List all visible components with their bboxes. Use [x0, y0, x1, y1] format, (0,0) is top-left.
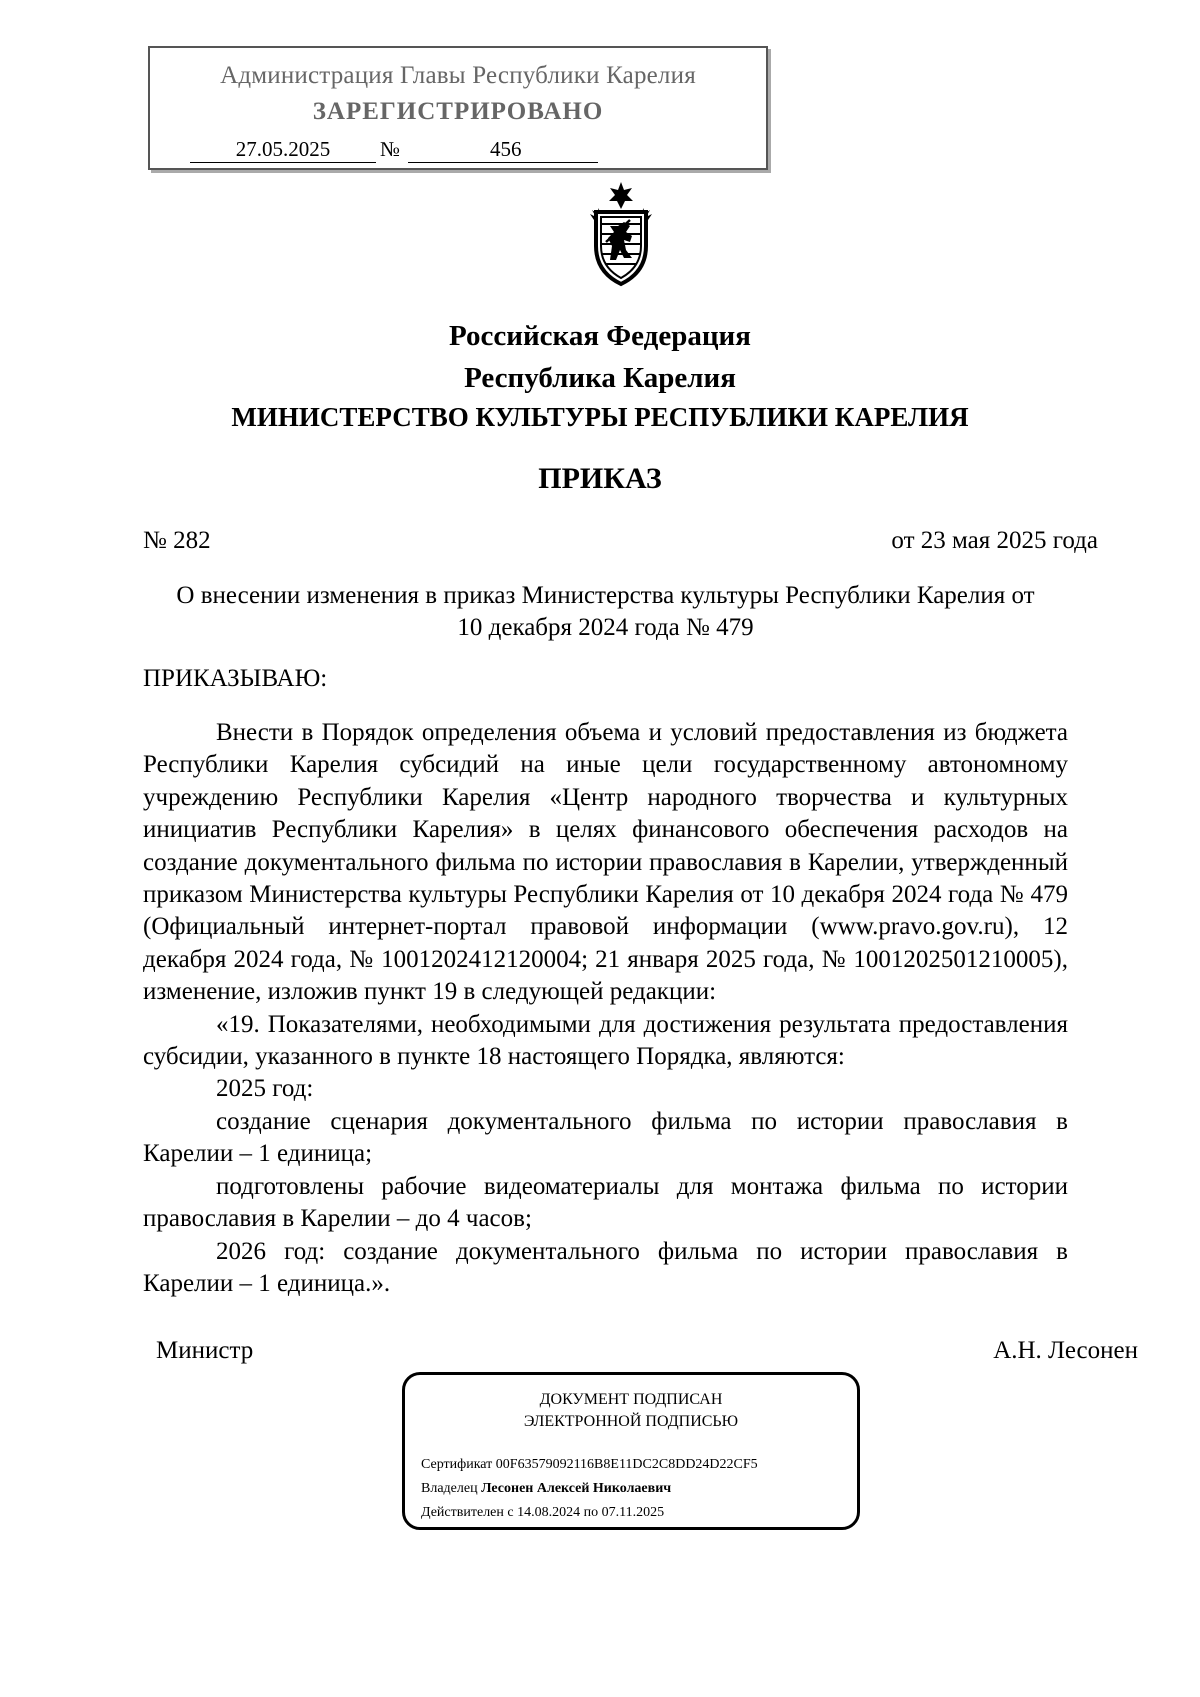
stamp-number: 456: [408, 136, 598, 163]
order-body: [143, 717, 1068, 1300]
esig-certificate-label: Сертификат: [421, 1457, 493, 1472]
body-paragraph: подготовлены рабочие видеоматериалы для монтажа фильма по истории православия в Карелии – до 4 часов;: [143, 1172, 1068, 1233]
esig-owner-row: [421, 1481, 671, 1497]
stamp-authority: Администрация Главы Республики Карелия: [220, 62, 696, 89]
esig-owner: Лесонен Алексей Николаевич: [481, 1481, 672, 1496]
esig-valid-to-label: по: [583, 1505, 599, 1520]
stamp-number-label: №: [380, 137, 401, 161]
esig-valid-label: Действителен с: [421, 1505, 514, 1520]
esig-valid-from: 14.08.2024: [517, 1505, 581, 1520]
body-paragraph: Внести в Порядок определения объема и условий предоставления из бюджета Республики Карелия субсидий на иные цели государственному автономному учреждению Республики Карелия «Центр народного творчества и культурных инициатив Республики Карелия» в целях финансового обеспечения расходов на создание документального фильма по истории православия в Карелии, утвержденный приказом Министерства культуры Республики Карелия от 10 декабря 2024 года № 479 (Официальный интернет-портал правовой информации (www.pravo.gov.ru), 12 декабря 2024 года, № 1001202412120004; 21 января 2025 года, № 1001202501210005), изменение, изложив пункт 19 в следующей редакции:: [143, 719, 1068, 1006]
document-type-title: ПРИКАЗ: [538, 462, 662, 495]
esig-title-1: ДОКУМЕНТ ПОДПИСАН: [539, 1391, 723, 1408]
order-date: от 23 мая 2025 года: [891, 527, 1098, 554]
electronic-signature-stamp: [402, 1372, 860, 1530]
body-paragraph: 2026 год: создание документального фильма по истории православия в Карелии – 1 единица.».: [143, 1237, 1068, 1297]
esig-certificate: 00F63579092116B8E11DC2C8DD24D22CF5: [495, 1457, 758, 1472]
stamp-registered-label: ЗАРЕГИСТРИРОВАНО: [312, 98, 604, 125]
signatory-position: Министр: [156, 1337, 254, 1364]
stamp-date: 27.05.2025: [190, 136, 376, 163]
esig-certificate-row: [421, 1457, 758, 1473]
body-paragraph: «19. Показателями, необходимыми для достижения результата предоставления субсидии, указанного в пункте 18 настоящего Порядка, являются:: [143, 1010, 1068, 1071]
esig-validity-row: [421, 1505, 664, 1521]
esig-owner-label: Владелец: [421, 1481, 478, 1496]
order-directive: ПРИКАЗЫВАЮ:: [143, 665, 328, 692]
header-country: Российская Федерация: [449, 320, 751, 352]
header-region: Республика Карелия: [464, 362, 736, 394]
order-number: № 282: [143, 527, 211, 554]
order-subject: [143, 580, 1068, 644]
body-paragraph: 2025 год:: [216, 1075, 314, 1103]
signatory-name: А.Н. Лесонен: [993, 1337, 1138, 1364]
subject-line-2: 10 декабря 2024 года № 479: [457, 614, 754, 641]
subject-line-1: О внесении изменения в приказ Министерства культуры Республики Карелия от: [176, 582, 1035, 609]
karelia-coat-of-arms-icon: [586, 180, 656, 290]
body-paragraph: создание сценария документального фильма по истории православия в Карелии – 1 единица;: [143, 1107, 1068, 1168]
stamp-registration-row: [190, 136, 610, 164]
esig-valid-to: 07.11.2025: [601, 1505, 665, 1520]
registration-stamp: [148, 46, 768, 170]
esig-title-2: ЭЛЕКТРОННОЙ ПОДПИСЬЮ: [523, 1413, 739, 1430]
header-ministry: МИНИСТЕРСТВО КУЛЬТУРЫ РЕСПУБЛИКИ КАРЕЛИЯ: [231, 402, 969, 432]
